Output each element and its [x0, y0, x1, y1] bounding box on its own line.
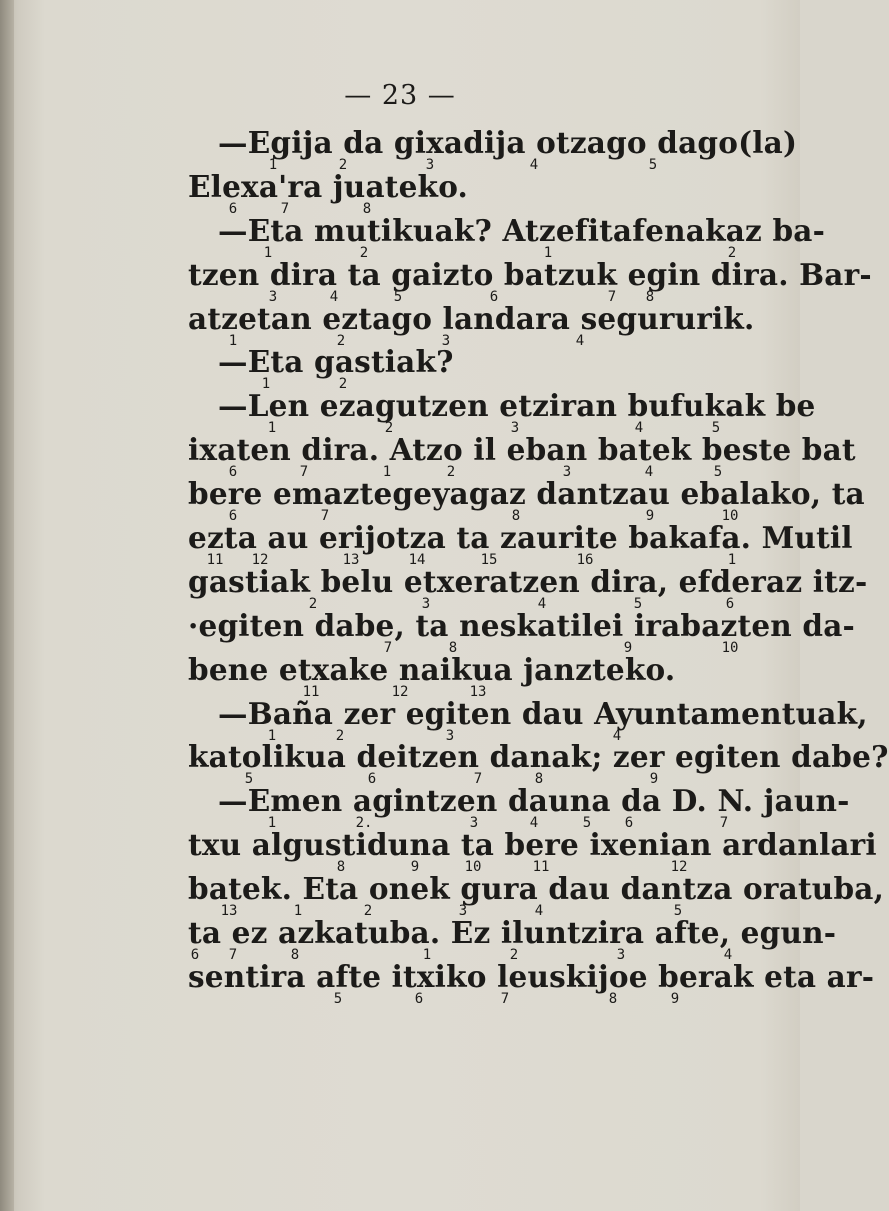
- word-index-number: 4: [329, 288, 339, 305]
- word-index-number: 13: [220, 903, 238, 920]
- word-index-number: 1: [267, 420, 277, 437]
- word-index-number: 12: [391, 683, 409, 700]
- word-index-number: 2: [509, 947, 519, 964]
- word-index-number: 3: [441, 332, 451, 349]
- word-index-number: 4: [723, 947, 733, 964]
- word-index-number: 7: [383, 639, 393, 656]
- word-index-number: 2: [338, 376, 348, 393]
- word-index-number: 6: [228, 464, 238, 481]
- word-index-number: 2: [384, 420, 394, 437]
- word-index-number: 4: [644, 464, 654, 481]
- word-index-number: 11: [302, 683, 320, 700]
- word-index-number: 3: [421, 595, 431, 612]
- word-index-number: 5: [582, 815, 592, 832]
- word-index-number: 8: [290, 947, 300, 964]
- text-line-group: [188, 256, 872, 305]
- word-index-number: 1: [263, 244, 273, 261]
- word-index-number: 5: [673, 903, 683, 920]
- word-index-number: 6: [725, 595, 735, 612]
- text-line: gastiak belu etxeratzen dira, efderaz itz-: [188, 563, 868, 599]
- word-index-number: 10: [721, 639, 739, 656]
- word-index-number: 5: [711, 420, 721, 437]
- word-index-number: 6: [228, 508, 238, 525]
- word-index-number: 7: [280, 200, 290, 217]
- text-line-group: [188, 125, 798, 173]
- word-index-number: 3: [268, 288, 278, 305]
- word-index-number: 7: [228, 947, 238, 964]
- word-index-number: 1: [422, 947, 432, 964]
- word-index-number: 8: [336, 859, 346, 876]
- word-index-number: 13: [342, 552, 360, 569]
- text-line: —Baña zer egiten dau Ayuntamentuak,: [218, 695, 868, 731]
- word-index-number: 10: [721, 508, 739, 525]
- word-index-number: 3: [510, 420, 520, 437]
- word-index-number: 8: [448, 639, 458, 656]
- word-index-number: 5: [393, 288, 403, 305]
- word-index-number: 1: [293, 903, 303, 920]
- text-line: atzetan eztago landara segururik.: [188, 300, 755, 336]
- text-line-group: [188, 915, 837, 964]
- text-line: ta ez azkatuba. Ez iluntzira afte, egun-: [188, 915, 837, 951]
- text-line: tzen dira ta gaizto batzuk egin dira. Bar-: [188, 256, 872, 292]
- word-index-number: 1: [267, 727, 277, 744]
- word-index-number: 9: [670, 990, 680, 1007]
- word-index-number: 16: [576, 552, 594, 569]
- word-index-number: 3: [562, 464, 572, 481]
- word-index-number: 10: [464, 859, 482, 876]
- word-index-number: 1: [228, 332, 238, 349]
- word-index-number: 1: [268, 157, 278, 173]
- word-index-number: 11: [532, 859, 550, 876]
- text-line-group: [188, 739, 889, 788]
- word-index-number: 7: [299, 464, 309, 481]
- word-index-number: 2: [335, 727, 345, 744]
- word-index-number: 7: [473, 771, 483, 788]
- word-index-number: 4: [634, 420, 644, 437]
- word-index-number: 2: [338, 157, 348, 173]
- text-line: bere emaztegeyagaz dantzau ebalako, ta: [188, 476, 865, 512]
- text-line-group: [188, 344, 748, 393]
- word-index-number: 6: [624, 815, 634, 832]
- text-line-group: [188, 651, 748, 700]
- text-line-group: [188, 476, 865, 525]
- word-index-row: [188, 992, 748, 1006]
- text-line: —Emen agintzen dauna da D. N. jaun-: [218, 783, 850, 819]
- text-line: ·egiten dabe, ta neskatilei irabazten da-: [188, 607, 855, 643]
- word-index-number: 7: [607, 288, 617, 305]
- word-index-number: 5: [633, 595, 643, 612]
- text-line-group: [188, 300, 755, 349]
- text-line: ixaten dira. Atzo il eban batek beste bat: [188, 432, 856, 468]
- text-line: bene etxake naikua janzteko.: [188, 651, 676, 687]
- text-line-group: [188, 212, 826, 261]
- text-line-group: [188, 607, 855, 656]
- word-index-number: 2: [308, 595, 318, 612]
- text-line: —Egija da gixadija otzago dago(la): [218, 125, 798, 160]
- word-index-number: 5: [648, 157, 658, 173]
- word-index-number: 5: [713, 464, 723, 481]
- text-line-group: [188, 563, 868, 612]
- text-line: ezta au erijotza ta zaurite bakafa. Mutil: [188, 520, 853, 556]
- text-line-group: [188, 871, 885, 920]
- word-index-number: 2: [446, 464, 456, 481]
- text-line: —Len ezagutzen etziran bufukak be: [218, 388, 816, 424]
- word-index-number: 4: [534, 903, 544, 920]
- page-number: — 23 —: [344, 80, 456, 111]
- word-index-number: 2: [336, 332, 346, 349]
- text-line-group: [188, 958, 875, 1007]
- word-index-number: 13: [469, 683, 487, 700]
- word-index-number: 4: [537, 595, 547, 612]
- text-line-group: [188, 432, 856, 481]
- word-index-number: 12: [670, 859, 688, 876]
- text-line-group: [188, 388, 816, 437]
- word-index-number: 6: [367, 771, 377, 788]
- word-index-number: 1: [261, 376, 271, 393]
- word-index-number: 11: [206, 552, 224, 569]
- word-index-number: 14: [408, 552, 426, 569]
- word-index-number: 7: [320, 508, 330, 525]
- word-index-number: 6: [190, 947, 200, 964]
- word-index-number: 2.: [355, 815, 373, 832]
- word-index-number: 8: [608, 990, 618, 1007]
- word-index-number: 4: [575, 332, 585, 349]
- word-index-number: 6: [228, 200, 238, 217]
- word-index-number: 8: [511, 508, 521, 525]
- text-line-group: [188, 783, 850, 832]
- word-index-number: 1: [267, 815, 277, 832]
- word-index-number: 6: [489, 288, 499, 305]
- word-index-number: 7: [500, 990, 510, 1007]
- word-index-number: 2: [359, 244, 369, 261]
- word-index-number: 4: [529, 815, 539, 832]
- word-index-number: 3: [445, 727, 455, 744]
- word-index-number: 3: [425, 157, 435, 173]
- word-index-number: 15: [480, 552, 498, 569]
- word-index-number: 3: [458, 903, 468, 920]
- word-index-number: 1: [543, 244, 553, 261]
- word-index-number: 8: [645, 288, 655, 305]
- text-line: sentira afte itxiko leuskijoe berak eta ar-: [188, 958, 875, 994]
- text-line: Elexa'ra juateko.: [188, 168, 469, 204]
- text-line-group: [188, 520, 853, 569]
- text-line: —Eta gastiak?: [218, 344, 454, 380]
- word-index-number: 9: [645, 508, 655, 525]
- text-line: katolikua deitzen danak; zer egiten dabe?: [188, 739, 889, 775]
- word-index-number: 12: [251, 552, 269, 569]
- text-line: txu algustiduna ta bere ixenian ardanlari: [188, 827, 877, 863]
- word-index-number: 4: [612, 727, 622, 744]
- word-index-number: 2: [727, 244, 737, 261]
- word-index-number: 7: [719, 815, 729, 832]
- word-index-number: 4: [529, 157, 539, 173]
- word-index-number: 9: [623, 639, 633, 656]
- word-index-number: 3: [469, 815, 479, 832]
- page-gutter: [0, 0, 14, 1211]
- word-index-number: 8: [362, 200, 372, 217]
- word-index-number: 1: [727, 552, 737, 569]
- text-line-group: [188, 168, 748, 217]
- word-index-number: 5: [333, 990, 343, 1007]
- word-index-number: 1: [382, 464, 392, 481]
- word-index-number: 5: [244, 771, 254, 788]
- text-line-group: [188, 827, 877, 876]
- word-index-number: 8: [534, 771, 544, 788]
- text-line-group: [188, 695, 868, 744]
- word-index-number: 3: [616, 947, 626, 964]
- word-index-number: 9: [649, 771, 659, 788]
- text-block: [188, 125, 889, 1007]
- word-index-number: 2: [363, 903, 373, 920]
- text-line: —Eta mutikuak? Atzefitafenakaz ba-: [218, 212, 826, 248]
- text-line: batek. Eta onek gura dau dantza oratuba,: [188, 871, 885, 907]
- word-index-number: 6: [414, 990, 424, 1007]
- word-index-number: 9: [410, 859, 420, 876]
